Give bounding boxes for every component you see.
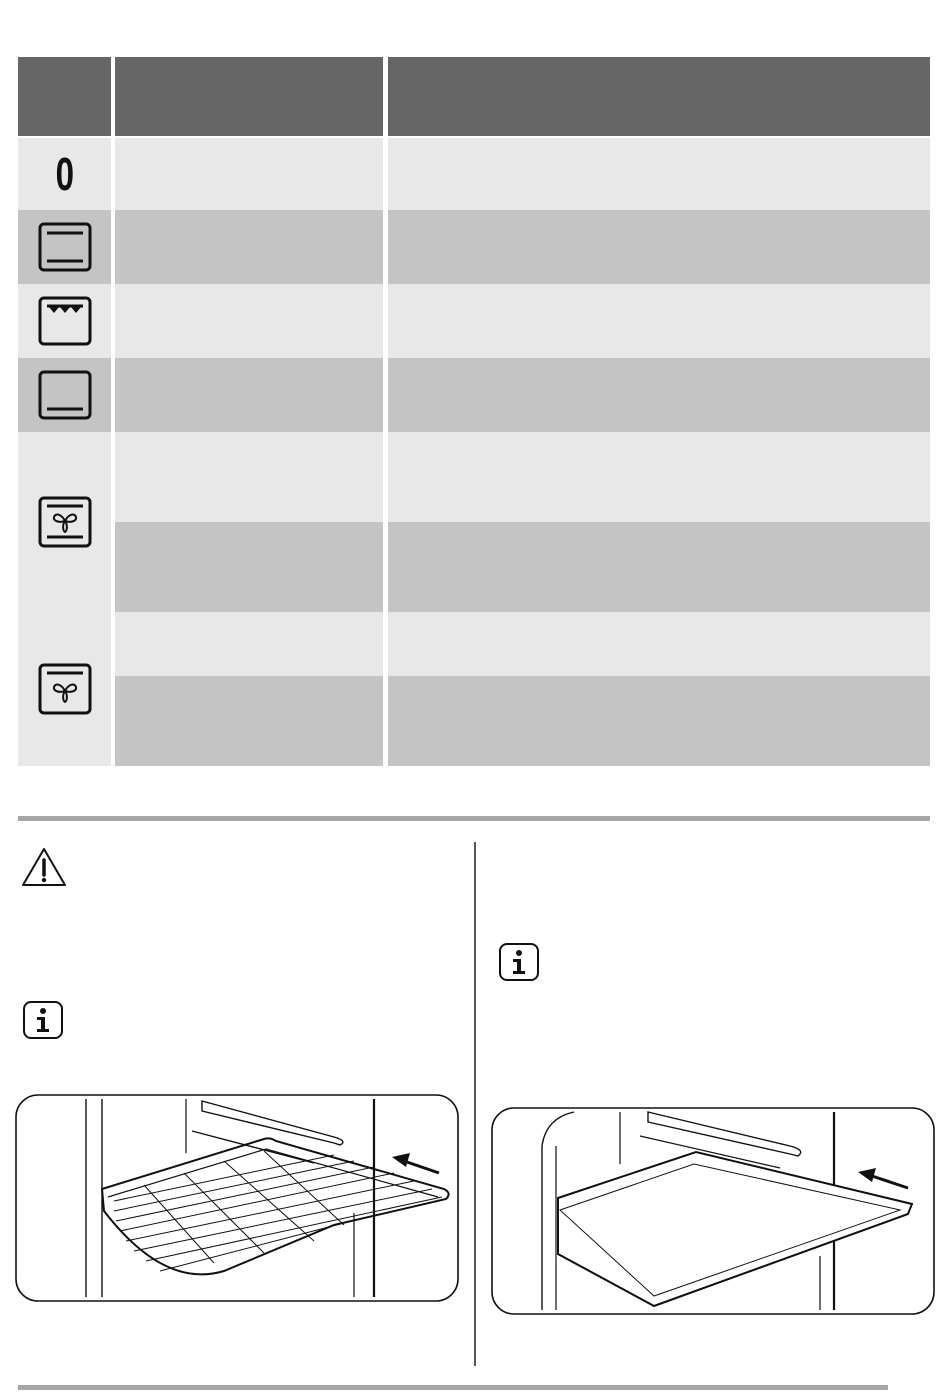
bottom-heat-icon xyxy=(38,370,92,420)
table-row-symbol-cell xyxy=(18,284,111,358)
table-row-application-cell xyxy=(388,138,930,210)
table-row-application-cell xyxy=(388,676,930,766)
table-row-application-cell xyxy=(388,358,930,432)
table-row-function-cell xyxy=(115,612,383,676)
warning-triangle-icon xyxy=(20,846,68,888)
table-row-function-cell xyxy=(115,522,383,612)
fan-with-bottom-heat-icon xyxy=(38,496,92,548)
table-row-function-cell xyxy=(115,210,383,284)
table-row-application-cell xyxy=(388,284,930,358)
column-divider xyxy=(474,842,476,1366)
table-row-application-cell xyxy=(388,432,930,522)
fan-with-ring-heat-icon xyxy=(38,663,92,715)
table-row-function-cell xyxy=(115,676,383,766)
table-header-function xyxy=(115,57,383,136)
baking-tray-insert-illustration xyxy=(490,1106,936,1316)
table-row-symbol-cell xyxy=(18,432,111,612)
off-zero-icon: 0 xyxy=(55,148,74,200)
table-row-symbol-cell xyxy=(18,358,111,432)
grill-icon xyxy=(38,296,92,346)
table-row-symbol-cell xyxy=(18,612,111,766)
table-row-application-cell xyxy=(388,612,930,676)
wire-shelf-insert-illustration xyxy=(14,1093,460,1303)
table-row-application-cell xyxy=(388,210,930,284)
section-divider xyxy=(18,816,930,821)
info-icon xyxy=(498,942,540,982)
bottom-divider xyxy=(18,1385,888,1390)
top-bottom-heat-icon xyxy=(38,222,92,272)
info-icon xyxy=(22,1000,64,1040)
table-row-symbol-cell xyxy=(18,138,111,210)
table-header-application xyxy=(388,57,930,136)
table-row-function-cell xyxy=(115,284,383,358)
table-header-symbol xyxy=(18,57,111,136)
table-row-function-cell xyxy=(115,138,383,210)
table-row-application-cell xyxy=(388,522,930,612)
table-row-function-cell xyxy=(115,432,383,522)
table-row-function-cell xyxy=(115,358,383,432)
table-row-symbol-cell xyxy=(18,210,111,284)
